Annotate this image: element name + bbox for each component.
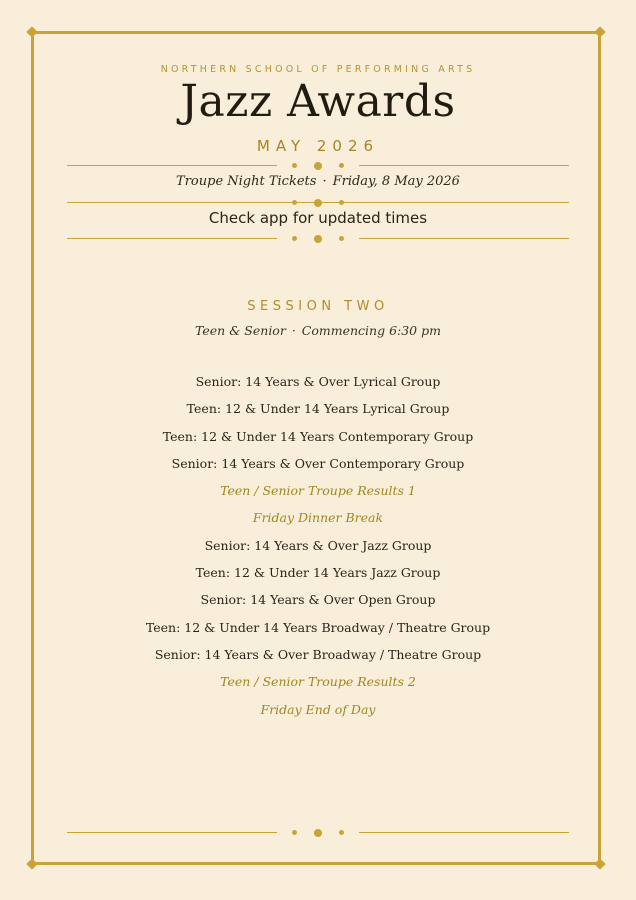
schedule-item: Teen: 12 & Under 14 Years Contemporary Group: [162, 428, 474, 444]
notice-text: Check app for updated times: [208, 209, 428, 227]
schedule-item: Teen: 12 & Under 14 Years Lyrical Group: [186, 401, 450, 417]
schedule-item: Friday Dinner Break: [252, 510, 384, 526]
ornament-divider: [67, 827, 569, 839]
ticket-date: Friday, 8 May 2026: [332, 174, 460, 189]
ornament-divider: [67, 233, 569, 245]
schedule-item: Teen / Senior Troupe Results 2: [220, 674, 416, 690]
schedule-item: Senior: 14 Years & Over Broadway / Theatre Group: [154, 646, 482, 662]
school-name: NORTHERN SCHOOL OF PERFORMING ARTS: [160, 64, 476, 75]
schedule-item: Teen: 12 & Under 14 Years Jazz Group: [195, 565, 441, 581]
session-title: SESSION TWO: [247, 299, 389, 314]
schedule-item: Senior: 14 Years & Over Jazz Group: [204, 537, 432, 553]
session-subtitle: [0, 323, 636, 338]
event-month: MAY 2026: [256, 137, 380, 155]
ticket-info: [0, 174, 636, 189]
ticket-separator: ·: [322, 174, 327, 189]
ornament-dots: [67, 197, 569, 209]
schedule-item: Senior: 14 Years & Over Contemporary Group: [171, 455, 465, 471]
session-groups: Teen & Senior: [195, 323, 286, 338]
schedule-item: Teen: 12 & Under 14 Years Broadway / Theatre Group: [145, 619, 491, 635]
page-title: Jazz Awards: [180, 76, 456, 127]
schedule-item: Friday End of Day: [260, 701, 376, 717]
session-start: Commencing 6:30 pm: [301, 323, 441, 338]
schedule-item: Senior: 14 Years & Over Open Group: [200, 592, 436, 608]
ticket-name: Troupe Night Tickets: [176, 174, 317, 189]
schedule-list: [0, 372, 636, 727]
schedule-item: Teen / Senior Troupe Results 1: [220, 483, 416, 499]
ornament-divider: [67, 160, 569, 172]
session-separator: ·: [291, 323, 296, 338]
schedule-item: Senior: 14 Years & Over Lyrical Group: [195, 374, 441, 389]
